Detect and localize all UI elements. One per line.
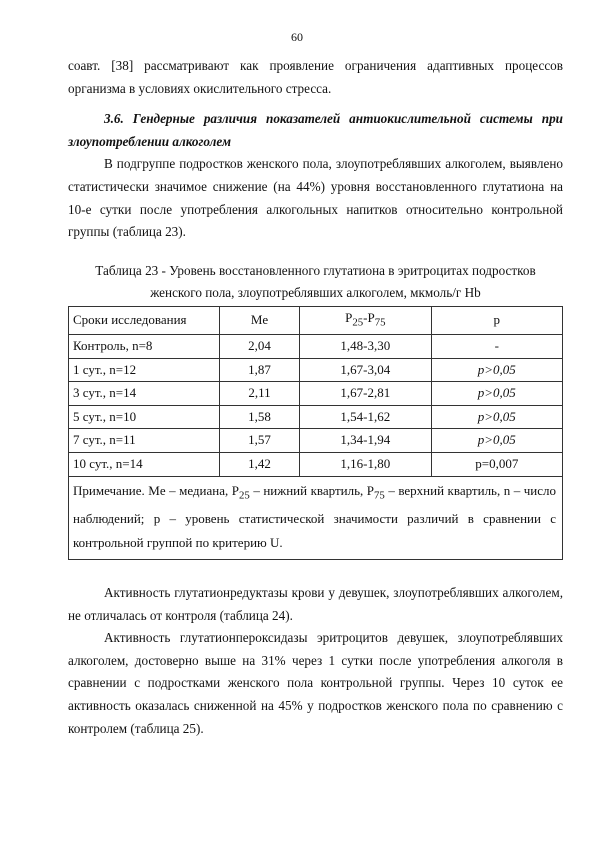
cell-range: 1,67-2,81 xyxy=(300,382,432,406)
header-quartiles-p1: P xyxy=(345,309,353,325)
header-period: Сроки исследования xyxy=(69,306,220,334)
table-row xyxy=(69,452,563,476)
header-p: p xyxy=(431,306,562,334)
page-number: 60 xyxy=(291,30,303,44)
table-note xyxy=(69,476,563,560)
cell-p: p>0,05 xyxy=(431,382,562,406)
table-caption-line-2: женского пола, злоупотреблявших алкоголем, мкмоль/г Hb xyxy=(150,285,481,301)
cell-p: p>0,05 xyxy=(431,429,562,453)
section-heading: 3.6. Гендерные различия показателей антиокислительной системы при злоупотреблении алкоголем xyxy=(68,111,563,149)
paragraph-2: Активность глутатионредуктазы крови у девушек, злоупотреблявших алкоголем, не отличалась от контроля (таблица 24). xyxy=(68,585,563,623)
cell-p: p>0,05 xyxy=(431,405,562,429)
cell-range: 1,48-3,30 xyxy=(300,334,432,358)
cell-p: p>0,05 xyxy=(431,358,562,382)
table-row xyxy=(69,429,563,453)
header-me: Me xyxy=(220,306,300,334)
header-quartiles-p2: -P xyxy=(363,309,375,325)
table-caption-line-1: Таблица 23 - Уровень восстановленного глутатиона в эритроцитах подростков xyxy=(95,262,536,278)
cell-period: 5 сут., n=10 xyxy=(69,405,220,429)
glutathione-table xyxy=(68,306,563,560)
paragraph-1: В подгруппе подростков женского пола, злоупотреблявших алкоголем, выявлено статистически значимое снижение (на 44%) уровня восстановленного глутатиона на 10-е сутки после употребления алкогольных напитков относительно контрольной группы (таблица 23). xyxy=(68,156,563,240)
cell-period: 3 сут., n=14 xyxy=(69,382,220,406)
cell-range: 1,34-1,94 xyxy=(300,429,432,453)
cell-me: 1,57 xyxy=(220,429,300,453)
cell-p: - xyxy=(431,334,562,358)
table-row xyxy=(69,334,563,358)
cell-range: 1,16-1,80 xyxy=(300,452,432,476)
page-content xyxy=(68,55,563,740)
header-quartiles xyxy=(300,306,432,334)
paragraph-3: Активность глутатионпероксидазы эритроцитов девушек, злоупотреблявших алкоголем, достоверно выше на 31% через 1 сутки после употребления алкоголя в сравнении с подростками женского пола контрольной группы. Через 10 суток ее активность оказалась сниженной на 45% у подростков женского пола по сравнению с контролем (таблица 25). xyxy=(68,630,563,736)
cell-period: 10 сут., n=14 xyxy=(69,452,220,476)
table-note-row xyxy=(69,476,563,560)
note-sub-1: 25 xyxy=(238,489,250,502)
cell-me: 1,87 xyxy=(220,358,300,382)
cell-me: 1,58 xyxy=(220,405,300,429)
header-quartiles-sub1: 25 xyxy=(352,316,364,329)
cell-me: 2,11 xyxy=(220,382,300,406)
cell-me: 1,42 xyxy=(220,452,300,476)
cell-p: p=0,007 xyxy=(431,452,562,476)
cell-period: 7 сут., n=11 xyxy=(69,429,220,453)
table-row xyxy=(69,382,563,406)
table-row xyxy=(69,358,563,382)
note-sub-2: 75 xyxy=(374,489,385,502)
note-part-1: Примечание. Me – медиана, P xyxy=(73,482,239,498)
header-quartiles-sub2: 75 xyxy=(374,316,386,329)
table-caption xyxy=(68,260,563,305)
table-header-row xyxy=(69,306,563,334)
cell-period: Контроль, n=8 xyxy=(69,334,220,358)
cell-me: 2,04 xyxy=(220,334,300,358)
cell-range: 1,67-3,04 xyxy=(300,358,432,382)
note-part-2: – нижний квартиль, P xyxy=(249,482,375,498)
table-row xyxy=(69,405,563,429)
note-part-3: – верхний квартиль, n – число наблюдений; p – уровень статистической значимости различий в сравнении с контрольной группой по критерию U. xyxy=(73,482,556,551)
cell-range: 1,54-1,62 xyxy=(300,405,432,429)
intro-paragraph: соавт. [38] рассматривают как проявление ограничения адаптивных процессов организма в условиях окислительного стресса. xyxy=(68,58,563,96)
cell-period: 1 сут., n=12 xyxy=(69,358,220,382)
